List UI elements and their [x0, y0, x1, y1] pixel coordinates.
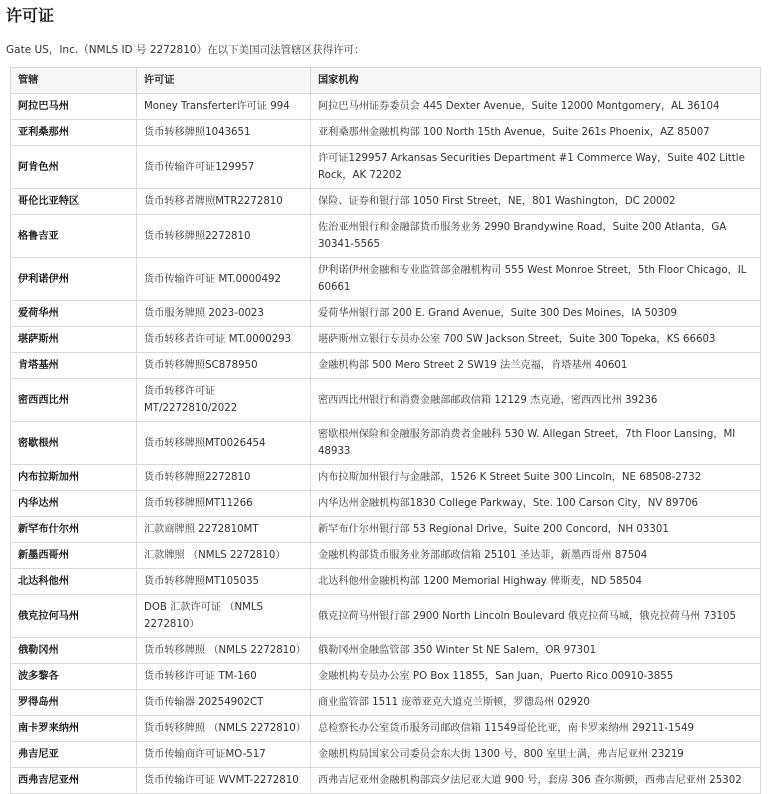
column-header-agency: 国家机构	[311, 68, 761, 94]
agency-cell: 亚利桑那州金融机构部 100 North 15th Avenue，Suite 261s Phoenix，AZ 85007	[311, 120, 761, 146]
agency-cell: 北达科他州金融机构部 1200 Memorial Highway 俾斯麦，ND 58504	[311, 569, 761, 595]
agency-cell: 许可证129957 Arkansas Securities Department #1 Commerce Way，Suite 402 Little Rock，AK 72202	[311, 146, 761, 189]
agency-cell: 金融机构部 500 Mero Street 2 SW19 法兰克福，肯塔基州 40601	[311, 353, 761, 379]
table-row	[11, 595, 761, 638]
jurisdiction-cell: 西弗吉尼亚州	[11, 768, 137, 794]
table-row	[11, 768, 761, 794]
table-row	[11, 742, 761, 768]
agency-cell: 总检察长办公室货币服务司邮政信箱 11549哥伦比亚，南卡罗来纳州 29211-1549	[311, 716, 761, 742]
license-cell: 货币转移牌照 （NMLS 2272810）	[137, 638, 311, 664]
license-cell: 货币转移者牌照MTR2272810	[137, 189, 311, 215]
table-row	[11, 94, 761, 120]
table-row	[11, 379, 761, 422]
jurisdiction-cell: 阿肯色州	[11, 146, 137, 189]
jurisdiction-cell: 哥伦比亚特区	[11, 189, 137, 215]
license-cell: 汇款牌照 （NMLS 2272810）	[137, 543, 311, 569]
license-cell: 货币转移许可证 MT/2272810/2022	[137, 379, 311, 422]
agency-cell: 密歇根州保险和金融服务部消费者金融科 530 W. Allegan Street，7th Floor Lansing，MI 48933	[311, 422, 761, 465]
jurisdiction-cell: 罗得岛州	[11, 690, 137, 716]
jurisdiction-cell: 密西西比州	[11, 379, 137, 422]
jurisdiction-cell: 俄勒冈州	[11, 638, 137, 664]
table-row	[11, 353, 761, 379]
table-row	[11, 258, 761, 301]
agency-cell: 堪萨斯州立银行专员办公室 700 SW Jackson Street，Suite 300 Topeka，KS 66603	[311, 327, 761, 353]
table-row	[11, 543, 761, 569]
license-cell: 货币服务牌照 2023-0023	[137, 301, 311, 327]
table-header-row	[11, 68, 761, 94]
license-cell: 货币传输许可证 WVMT-2272810	[137, 768, 311, 794]
table-body	[11, 94, 761, 794]
jurisdiction-cell: 密歇根州	[11, 422, 137, 465]
license-cell: 货币转移许可证 TM-160	[137, 664, 311, 690]
agency-cell: 商业监管部 1511 庞蒂亚克大道克兰斯顿，罗德岛州 02920	[311, 690, 761, 716]
jurisdiction-cell: 内布拉斯加州	[11, 465, 137, 491]
column-header-license: 许可证	[137, 68, 311, 94]
table-row	[11, 491, 761, 517]
jurisdiction-cell: 内华达州	[11, 491, 137, 517]
table-row	[11, 690, 761, 716]
license-cell: 货币传输许可证 MT.0000492	[137, 258, 311, 301]
table-row	[11, 215, 761, 258]
table-row	[11, 716, 761, 742]
table-row	[11, 120, 761, 146]
license-cell: 货币转移牌照 （NMLS 2272810）	[137, 716, 311, 742]
license-cell: 货币转移者许可证 MT.0000293	[137, 327, 311, 353]
agency-cell: 西弗吉尼亚州金融机构部宾夕法尼亚大道 900 号，套房 306 查尔斯顿，西弗吉尼亚州 25302	[311, 768, 761, 794]
agency-cell: 保险、证券和银行部 1050 First Street，NE，801 Washington，DC 20002	[311, 189, 761, 215]
jurisdiction-cell: 弗吉尼亚	[11, 742, 137, 768]
table-row	[11, 465, 761, 491]
table-row	[11, 664, 761, 690]
agency-cell: 金融机构专员办公室 PO Box 11855，San Juan，Puerto Rico 00910-3855	[311, 664, 761, 690]
agency-cell: 内华达州金融机构部1830 College Parkway，Ste. 100 Carson City，NV 89706	[311, 491, 761, 517]
table-row	[11, 517, 761, 543]
jurisdiction-cell: 波多黎各	[11, 664, 137, 690]
agency-cell: 佐治亚州银行和金融部货币服务业务 2990 Brandywine Road，Suite 200 Atlanta，GA 30341-5565	[311, 215, 761, 258]
jurisdiction-cell: 肯塔基州	[11, 353, 137, 379]
jurisdiction-cell: 俄克拉何马州	[11, 595, 137, 638]
table-row	[11, 146, 761, 189]
license-cell: 汇款商牌照 2272810MT	[137, 517, 311, 543]
agency-cell: 密西西比州银行和消费金融部邮政信箱 12129 杰克逊，密西西比州 39236	[311, 379, 761, 422]
license-cell: 货币转移牌照1043651	[137, 120, 311, 146]
jurisdiction-cell: 新罕布什尔州	[11, 517, 137, 543]
license-cell: 货币转移牌照MT11266	[137, 491, 311, 517]
license-cell: DOB 汇款许可证 （NMLS 2272810）	[137, 595, 311, 638]
table-row	[11, 301, 761, 327]
jurisdiction-cell: 阿拉巴马州	[11, 94, 137, 120]
table-row	[11, 422, 761, 465]
agency-cell: 内布拉斯加州银行与金融部，1526 K Street Suite 300 Lincoln，NE 68508-2732	[311, 465, 761, 491]
agency-cell: 金融机构部货币服务业务部邮政信箱 25101 圣达菲，新墨西哥州 87504	[311, 543, 761, 569]
license-cell: Money Transferter许可证 994	[137, 94, 311, 120]
agency-cell: 俄克拉荷马州银行部 2900 North Lincoln Boulevard 俄克拉荷马城，俄克拉荷马州 73105	[311, 595, 761, 638]
agency-cell: 新罕布什尔州银行部 53 Regional Drive，Suite 200 Concord，NH 03301	[311, 517, 761, 543]
table-row	[11, 327, 761, 353]
agency-cell: 阿拉巴马州证券委员会 445 Dexter Avenue，Suite 12000 Montgomery，AL 36104	[311, 94, 761, 120]
agency-cell: 伊利诺伊州金融和专业监管部金融机构司 555 West Monroe Street，5th Floor Chicago，IL 60661	[311, 258, 761, 301]
license-cell: 货币传输商许可证MO-517	[137, 742, 311, 768]
license-cell: 货币转移牌照MT0026454	[137, 422, 311, 465]
table-row	[11, 189, 761, 215]
jurisdiction-cell: 南卡罗来纳州	[11, 716, 137, 742]
license-cell: 货币转移牌照2272810	[137, 465, 311, 491]
agency-cell: 金融机构局国家公司委员会东大街 1300 号，800 室里士满，弗吉尼亚州 23219	[311, 742, 761, 768]
jurisdiction-cell: 亚利桑那州	[11, 120, 137, 146]
jurisdiction-cell: 格鲁吉亚	[11, 215, 137, 258]
jurisdiction-cell: 堪萨斯州	[11, 327, 137, 353]
license-cell: 货币转移牌照MT105035	[137, 569, 311, 595]
license-cell: 货币转移牌照2272810	[137, 215, 311, 258]
agency-cell: 俄勒冈州金融监管部 350 Winter St NE Salem，OR 97301	[311, 638, 761, 664]
jurisdiction-cell: 新墨西哥州	[11, 543, 137, 569]
table-row	[11, 638, 761, 664]
table-row	[11, 569, 761, 595]
agency-cell: 爱荷华州银行部 200 E. Grand Avenue，Suite 300 Des Moines，IA 50309	[311, 301, 761, 327]
page-title: 许可证	[6, 6, 55, 25]
jurisdiction-cell: 爱荷华州	[11, 301, 137, 327]
jurisdiction-cell: 北达科他州	[11, 569, 137, 595]
intro-text: Gate US，Inc.（NMLS ID 号 2272810）在以下美国司法管辖区获得许可：	[6, 44, 365, 56]
column-header-jurisdiction: 管辖	[11, 68, 137, 94]
license-cell: 货币转移牌照SC878950	[137, 353, 311, 379]
licenses-table	[10, 67, 761, 794]
jurisdiction-cell: 伊利诺伊州	[11, 258, 137, 301]
license-cell: 货币传输器 20254902CT	[137, 690, 311, 716]
license-cell: 货币传输许可证129957	[137, 146, 311, 189]
